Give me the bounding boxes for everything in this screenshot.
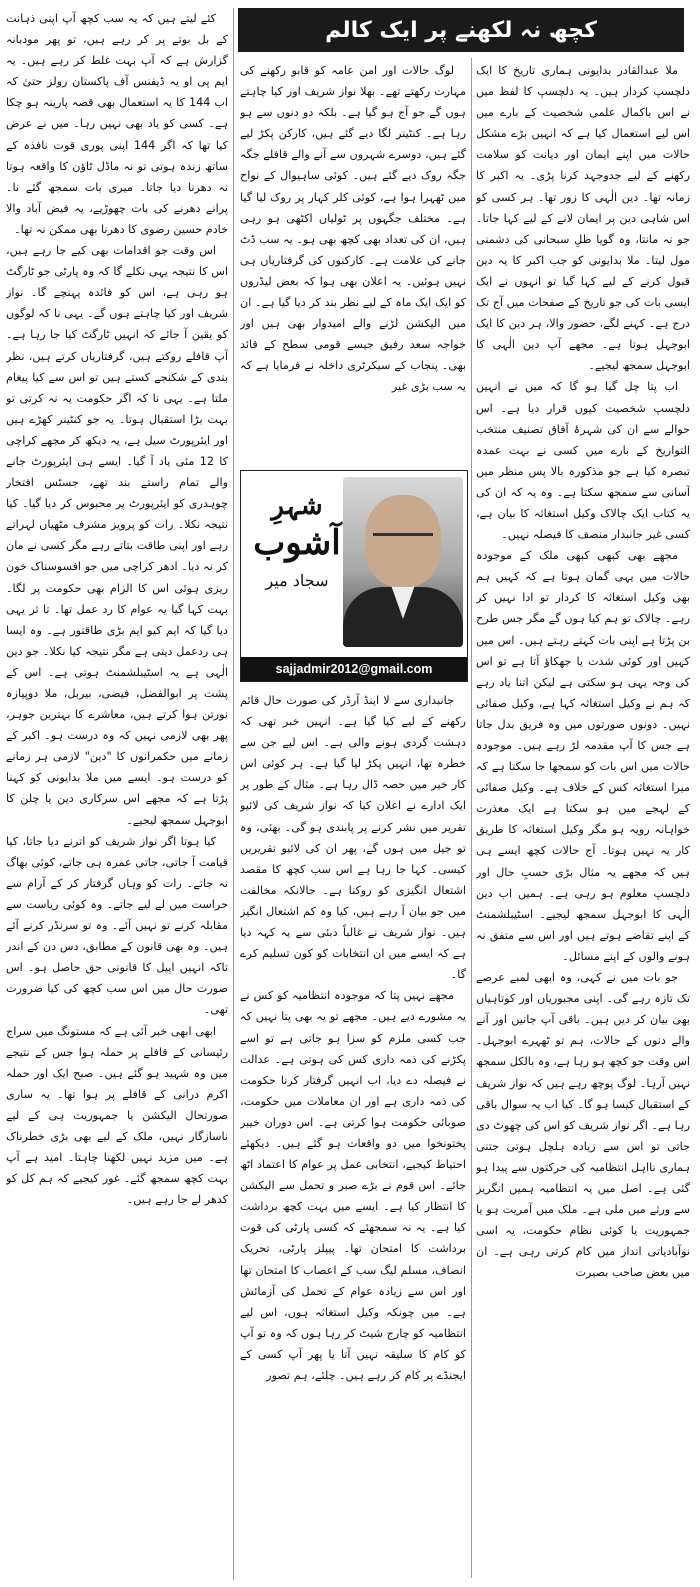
column-divider <box>233 8 234 1580</box>
article-column-left <box>6 8 228 1580</box>
article-column-middle-top <box>240 60 466 460</box>
paragraph: اب پتا چل گیا ہو گا کہ میں نے انہیں دلچسپ شخصیت کیوں قرار دیا ہے۔ اس حوالے سے ان کی شہرۂ آفاق تصنیف منتخب التواریخ کے بارے میں کسی نے بہت عمدہ تبصرہ کیا ہے جو مذکورہ بالا پس منظر میں آسانی سے سمجھ سکتا ہے۔ وہ یہ کہ ان کی یہ کتاب ایک چالاک وکیل استغاثہ کا بیان ہے، کسی غیر جانبدار منصف کا فیصلہ نہیں۔ <box>476 380 690 542</box>
paragraph: کئے لیتے ہیں کہ یہ سب کچھ آپ اپنی ذہانت کے بل بوتے پر کر رہے ہیں، تو پھر مودبانہ گزارش ہے کہ آپ بہت غلط کر رہے ہیں۔ یہ ایم پی او یہ ڈیفنس آف پاکستان رولز حتیٰ کہ اب 144 کا یہ استعمال بھی قصہ پارینہ ہو چکا ہے۔ کسی کو یاد بھی نہیں رہا۔ میں نے عرض کیا تھا کہ اگر 144 اپنی پوری قوت نافذہ کے ساتھ زندہ ہوتی تو نہ ماڈل ٹاؤن کا واقعہ ہوتا نہ دھرنا دیا جاتا۔ میری بات سمجھ گئے نا۔ پرانے دھرنے کی بات چھوڑیے، یہ فیض آباد والا خادم حسین رضوی کا دھرنا بھی ممکن نہ تھا۔ <box>6 12 228 236</box>
article-column-right <box>476 60 690 1580</box>
column-logo <box>249 489 345 590</box>
paragraph: جو بات میں نے کہی، وہ ابھی لمبے عرصے تک تازہ رہے گی۔ اپنی مجبوریاں اور کوتاہیاں بھی بیان کر دیں ہیں۔ باقی آپ جانیں اور آنے والے دنوں کے حالات، ہم تو ٹھہرے ابوجہل۔ اس وقت جو کچھ ہو رہا ہے، وہ بالکل سمجھ نہیں آرہا۔ لوگ پوچھ رہے ہیں کہ نواز شریف کے استقبال کیسا ہو گا۔ کیا اب یہ سوال باقی رہا ہے۔ اگر نواز شریف کو اس کی چھوٹ دی جاتی تو اس سے زیادہ ہلچل ہوتی جتنی ہماری نااہل انتظامیہ کی حرکتوں سے پیدا ہو گئی ہے۔ اصل میں یہ انتظامیہ ہمیں انگریز سے ورثے میں ملی ہے۔ ملک میں آمریت ہو یا جمہوریت یا کوئی نظام حکومت، یہ اسی نوآبادیاتی انداز میں کام کرتی رہی ہے۔ ان میں بعض صاحب بصیرت <box>476 971 690 1280</box>
paragraph: ملا عبدالقادر بدایونی ہماری تاریخ کا ایک دلچسپ کردار ہیں۔ یہ دلچسپ کا لفظ میں نے اس باکمال علمی شخصیت کے بارے میں اس لیے استعمال کیا ہے کہ انہیں بڑے مشکل حالات میں اپنے ایمان اور دیانت کو سلامت رکھنے کے لیے جدوجہد کرنا پڑی۔ یہ اکبر کا زمانہ تھا۔ دین الٰہی کا زور تھا۔ ہر کسی کو اس شاہی دین پر ایمان لانے کے لیے کہا جاتا۔ جو نہ مانتا، وہ گویا ظلِ سبحانی کی دشمنی مول لیتا۔ ملا بدایونی کو جب اکبر کا یہ دین قبول کرنے کے لیے کہا گیا تو انہوں نے ایک ایسی بات کی جو تاریخ کے صفحات میں آج تک درج ہے۔ کہنے لگے، حضور والا، ہر دین کا ایک ابوجہل ہوتا ہے۔ مجھے آپ دین الٰہی کا ابوجہل سمجھ لیجیے۔ <box>476 64 690 373</box>
paragraph: مجھے نہیں پتا کہ موجودہ انتظامیہ کو کس نے یہ مشورے دیے ہیں۔ مجھے تو یہ بھی پتا نہیں کہ جب کسی ملزم کو سزا ہو جاتی ہے تو اسے پکڑنے کی ذمہ داری کس کی ہوتی ہے۔ عدالت نے فیصلہ دے دیا، اب انہیں گرفتار کرنا حکومت کی ذمہ داری ہے اور ان معاملات میں حکومت، صوبائی حکومت ہوا کرتی ہے۔ اس دوران خیبر پختونخوا میں دو واقعات ہو گئے ہیں۔ دیکھئے احتیاط کیجیے، انتخابی عمل پر عوام کا اعتماد اٹھ جائے۔ اس قوم نے بڑے صبر و تحمل سے الیکشن کا انتظار کیا ہے۔ ایسے میں بہت کچھ برداشت کیا ہے۔ یہ نہ سمجھئے کہ کسی پارٹی کی قوت برداشت کا امتحان تھا۔ پیپلز پارٹی، تحریک انصاف، مسلم لیگ سب کے اعصاب کا امتحان تھا اور اس سے زیادہ عوام کے تحمل کی آزمائش ہے۔ میں چونکہ وکیل استغاثہ ہوں، اس لیے انتظامیہ کو چارج شیٹ کر رہا ہوں کہ وہ تو آپ کو کام کا سلیقہ نہیں آتا یا پھر آپ کسی کے ایجنڈے پر کام کر رہے ہیں۔ چلئے، ہم تصور <box>240 989 466 1382</box>
column-logo-line1: شہرِ <box>271 491 323 521</box>
paragraph: اس وقت جو اقدامات بھی کیے جا رہے ہیں، اس کا نتیجہ یہی نکلے گا کہ وہ پارٹی جو ٹارگٹ ہو رہی ہے، اس کو فائدہ پہنچے گا۔ نواز شریف اور کیا چاہتے ہوں گے۔ یہی نا کہ لوگوں کو یقین آ جائے کہ انہیں ٹارگٹ کیا جا رہا ہے۔ آپ قافلے روکتے ہیں، گرفتاریاں کرتے ہیں، نظر بندی کے شکنجے کستے ہیں تو اس سے کیا پیغام ملتا ہے۔ یہی نا کہ اگر حکومت یہ نہ کرتی تو بہت بڑا استقبال ہوتا۔ یہ جو کنٹینر کھڑے ہیں اور ایئرپورٹ سیل ہے، یہ دیکھ کر مجھے کراچی کا 12 مئی یاد آ گیا۔ ایسے ہی ایئرپورٹ جانے والے تمام راستے بند تھے، جسٹس افتخار چوہدری کو ایئرپورٹ پر محبوس کر دیا گیا۔ کیا نتیجہ نکلا۔ رات کو پرویز مشرف مٹھیاں لہراتے رہے اور اپنی طاقت بتاتے رہے مگر کسی نے مان کر نہ دیا۔ ادھر کراچی میں جو افسوسناک خون ریزی ہوئی اس کا الزام بھی حکومت پر لگا۔ بہت کہا گیا یہ عوام کا رد عمل تھا۔ تا ثر یہی دیا گیا کہ ایم کیو ایم بڑی طاقتور ہے۔ وہ ایسا ہی ردعمل دیتی ہے مگر نتیجہ کیا نکلا۔ جو دین الٰہی ہے یہ اسٹیبلشمنٹ ہوتی ہے۔ اس کے پشت پر ابوالفضل، فیضی، بیربل، ملا دوپیازہ نورتن ہوا کرتے ہیں، معاشرے کا بہترین جوہر، پھر بھی لازمی نہیں کہ وہ درست ہو۔ اکبر کے زمانے میں حکمرانوں کا "دین" لازمی ہر زمانے کو درست ہو۔ ایسے میں ملا بدایونی کو کہنا پڑتا ہے کہ مجھے اس سرکاری دین یا چلن کا ابوجہل سمجھ لیجیے۔ <box>6 244 228 827</box>
paragraph: کیا ہوتا اگر نواز شریف کو اترنے دیا جاتا، کیا قیامت آ جاتی، جاتی عمرہ ہی جاتے، کوئی بھاگ نہ جاتے۔ رات کو وہاں گرفتار کر کے آرام سے حراست میں لے لیے جاتے۔ وہ کوئی ریاست سے مقابلہ کرنے تو نہیں آئے۔ وہ تو سرنڈر کرنے آئے ہیں۔ وہ بھی قانون کے مطابق، دس دن کے اندر تاکہ انہیں اپیل کا قانونی حق حاصل ہو۔ اس صورت حال میں اس سب کچھ کی کیا ضرورت تھی۔ <box>6 834 228 1017</box>
paragraph: جانبداری سے لا اینڈ آرڈر کی صورت حال قائم رکھنے کے لیے کیا گیا ہے۔ انہیں خبر تھی کہ دہشت گردی ہونے والی ہے۔ اس لیے جن سے خطرہ تھا، انہیں پکڑ لیا گیا ہے۔ ہر کوئی اس کار خیر میں حصہ ڈال رہا ہے۔ مثال کے طور پر ایک ادارے نے اعلان کیا کہ نواز شریف کی لائیو تقریر میں نشر کرنے پر پابندی ہو گی۔ بھئی، وہ تو جیل میں ہوں گے، پھر ان کی لائیو تقریریں کیسی۔ کہا جا رہا ہے اس سب کچھ کا مقصد اشتعال انگیزی کو روکنا ہے۔ حالانکہ مخالفت میں جو بیان آ رہے ہیں، کیا وہ کم اشتعال انگیز ہیں۔ نواز شریف نے غالباً دبئی سے یہ کہہ دیا ہے کہ ایسے میں ان انتخابات کو کون تسلیم کرے گا۔ <box>240 694 466 982</box>
author-name: سجاد میر <box>265 571 329 590</box>
paragraph: لوگ حالات اور امن عامہ کو قابو رکھنے کی مہارت رکھتے تھے۔ بھلا نواز شریف اور کیا چاہتے ہوں گے جو آج ہو گیا ہے۔ بلکہ دو دنوں سے ہو رہا ہے۔ کنٹینر لگا دیے گئے ہیں، کارکن پکڑ لیے گئے ہیں، دوسرے شہروں سے آنے والے قافلے جگہ جگہ روک دیے گئے ہیں۔ کوئی ساہیوال کے نواح میں ٹھہرا ہوا ہے، کوئی کلر کہار پر روک لیا گیا ہے۔ مختلف جگہوں پر ٹولیاں اکٹھی ہو رہی ہیں، ان کی تعداد بھی کچھ بھی ہو۔ یہ سب ڈٹ جانے کی علامت ہے۔ کارکنوں کی گرفتاریاں ہی نہیں ہوئیں۔ یہ اعلان بھی ہوا کہ بعض لیڈروں کو ایک ایک ماہ کے لیے نظر بند کر دیا گیا ہے۔ ان میں الیکشن لڑنے والے امیدوار بھی ہیں اور خواجہ سعد رفیق جیسے قومی سطح کے قائد بھی۔ پنجاب کے سیکرٹری داخلہ نے فرمایا ہے کہ یہ سب بڑی غیر <box>240 64 466 394</box>
column-logo-line2: آشوب <box>253 523 341 563</box>
column-divider <box>471 58 472 1578</box>
paragraph: مجھے بھی کبھی کبھی ملک کے موجودہ حالات میں یہی گمان ہوتا ہے کہ کہیں ہم بھی وکیل استغاثہ کا کردار تو ادا نہیں کر رہے۔ چالاک تو ہم کیا ہوں گے مگر جس طرح بن پڑتا ہے اپنی بات کہتے رہتے ہیں۔ اس میں کہیں اور کوئی شدت یا جھکاؤ آتا ہے تو اس کی وجہ یہی ہو سکتی ہے لیکن اتنا یاد رہے کہ ہم نے وکیل استغاثہ کہا ہے، وکیل صفائی نہیں۔ دونوں صورتوں میں وہ فریق بدل جاتا ہے جس کا آپ مقدمہ لڑ رہے ہیں۔ موجودہ حالات میں اس بات کو سمجھا جا سکتا ہے کہ میرا استغاثہ کس کے خلاف ہے۔ وکیل صفائی کے لہجے میں ہو سکتا ہے ایک معذرت خواہانہ رویہ ہو مگر وکیل استغاثہ کا طریق کار یہ نہیں ہوتا۔ آج حالات کچھ ایسے ہی ہیں کہ مجھے یہ مثال بڑی حسبِ حال اور دلچسپ معلوم ہو رہی ہے۔ ہمیں اب دین الٰہی کا ابوجہل سمجھ لیجیے۔ اسٹیبلشمنٹ کے اپنے تقاضے ہوتے ہیں اور اس سے متفق نہ ہونے والوں کے اپنے مسائل۔ <box>476 549 690 963</box>
headline: کچھ نہ لکھنے پر ایک کالم <box>238 8 684 52</box>
paragraph: ابھی ابھی خبر آئی ہے کہ مستونگ میں سراج رئیسانی کے قافلے پر حملہ ہوا جس کے نتیجے میں وہ شہید ہو گئے ہیں۔ صبح ایک اور حملہ اکرم درانی کے قافلے پر ہوا تھا۔ یہ ساری صورتحال الیکشن یا جمہوریت ہی کے لیے ناسازگار نہیں، ملک کے لیے بھی بڑی خطرناک ہے۔ میں مزید نہیں لکھنا چاہتا۔ امید ہے آپ بہت کچھ سمجھ گئے۔ غور کیجیے کہ ہم کل کو کدھر لے جا رہے ہیں۔ <box>6 1024 228 1207</box>
author-box <box>240 470 468 682</box>
author-photo <box>343 477 463 647</box>
author-email[interactable]: sajjadmir2012@gmail.com <box>241 657 467 681</box>
article-column-middle-bottom <box>240 690 466 1580</box>
